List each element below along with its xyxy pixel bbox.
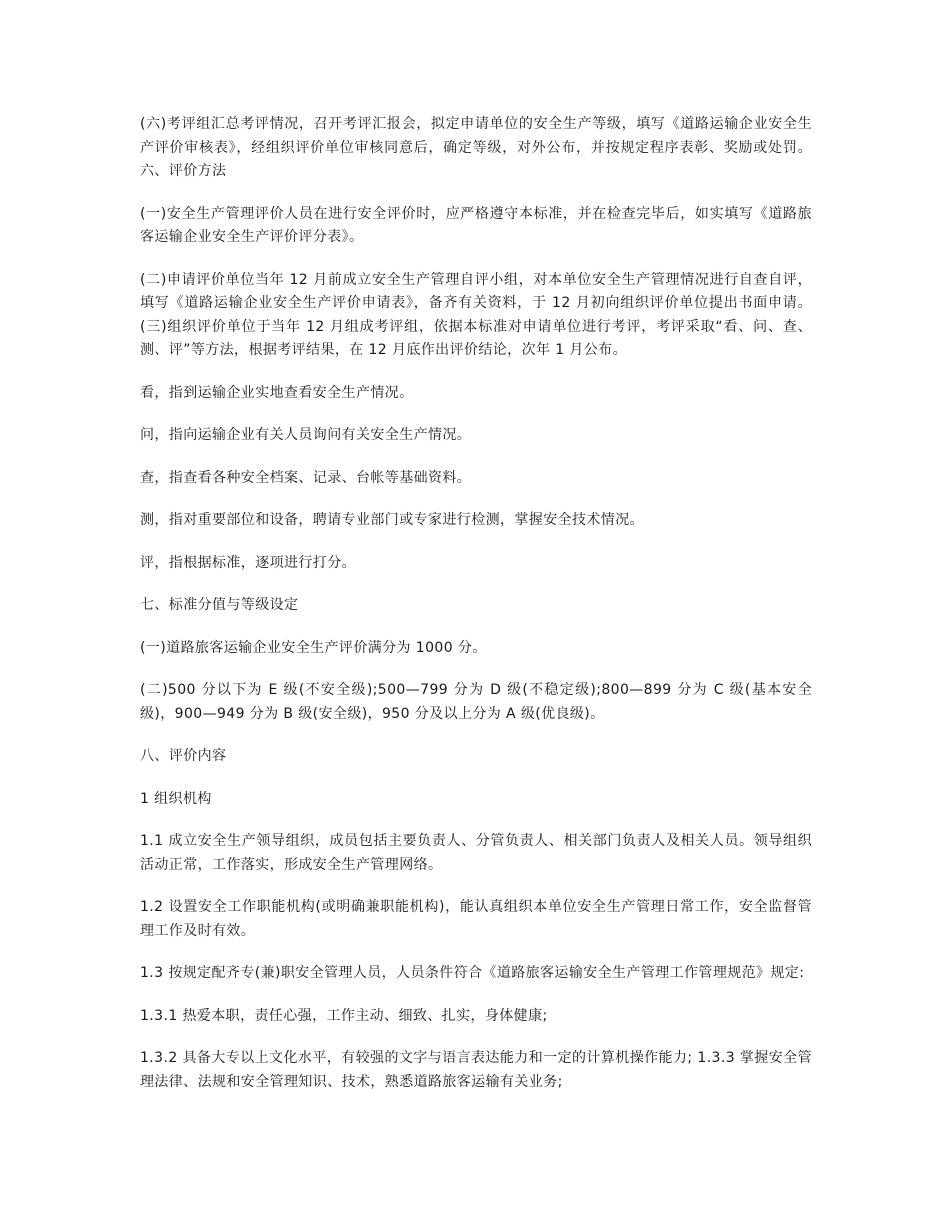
subsection-heading-organization: 1 组织机构 [140,790,212,807]
paragraph-method-test: 测，指对重要部位和设备，聘请专业部门或专家进行检测，掌握安全技术情况。 [140,512,644,528]
paragraph-method-check: 查，指查看各种安全档案、记录、台帐等基础资料。 [140,469,472,486]
paragraph-method-ask: 问，指向运输企业有关人员询问有关安全生产情况。 [140,427,472,443]
clause-1-3: 1.3 按规定配齐专(兼)职安全管理人员，人员条件符合《道路旅客运输安全生产管理工作管理规范》规定: [140,965,805,981]
paragraph-method-evaluate: 评，指根据标准，逐项进行打分。 [140,554,356,571]
paragraph-grade-levels: (二)500 分以下为 E 级(不安全级);500—799 分为 D 级(不稳定级);800—899 分为 C 级(基本安全级)，900—949 分为 B 级(安全级)，950 分及以上分为 A 级(优良级)。 [140,682,812,722]
paragraph-full-score: (一)道路旅客运输企业安全生产评价满分为 1000 分。 [140,639,487,656]
paragraph-evaluation-summary: (六)考评组汇总考评情况，召开考评汇报会，拟定申请单位的安全生产等级，填写《道路运输企业安全生产评价审核表》，经组织评价单位审核同意后，确定等级，对外公布，并按规定程序表彰、奖励或处罚。 六、评价方法 [140,116,812,179]
paragraph-evaluator-rules: (一)安全生产管理评价人员在进行安全评价时，应严格遵守本标准，并在检查完毕后，如实填写《道路旅客运输企业安全生产评价评分表》。 [140,205,812,245]
section-heading-scoring: 七、标准分值与等级设定 [140,597,299,613]
clause-1-3-2: 1.3.2 具备大专以上文化水平，有较强的文字与语言表达能力和一定的计算机操作能力; 1.3.3 掌握安全管理法律、法规和安全管理知识、技术，熟悉道路旅客运输有关业务; [140,1050,812,1090]
document-body [140,113,812,1113]
clause-1-2: 1.2 设置安全工作职能机构(或明确兼职能机构)，能认真组织本单位安全生产管理日常工作，安全监督管理工作及时有效。 [140,899,812,939]
paragraph-application-procedure: (二)申请评价单位当年 12 月前成立安全生产管理自评小组，对本单位安全生产管理情况进行自查自评，填写《道路运输企业安全生产评价申请表》，备齐有关资料，于 12 月初向组织评价单位提出书面申请。 (三)组织评价单位于当年 12 月组成考评组，依据本标准对申请单位进行考评，考评采取“看、问、查、测、评”等方法，根据考评结果，在 12 月底作出评价结论，次年 1 月公布。 [140,271,812,358]
section-heading-evaluation-content: 八、评价内容 [140,748,227,764]
clause-1-3-1: 1.3.1 热爱本职，责任心强，工作主动、细致、扎实，身体健康; [140,1007,548,1024]
paragraph-method-look: 看，指到运输企业实地查看安全生产情况。 [140,384,414,401]
clause-1-1: 1.1 成立安全生产领导组织，成员包括主要负责人、分管负责人、相关部门负责人及相关人员。领导组织活动正常，工作落实，形成安全生产管理网络。 [140,833,812,873]
